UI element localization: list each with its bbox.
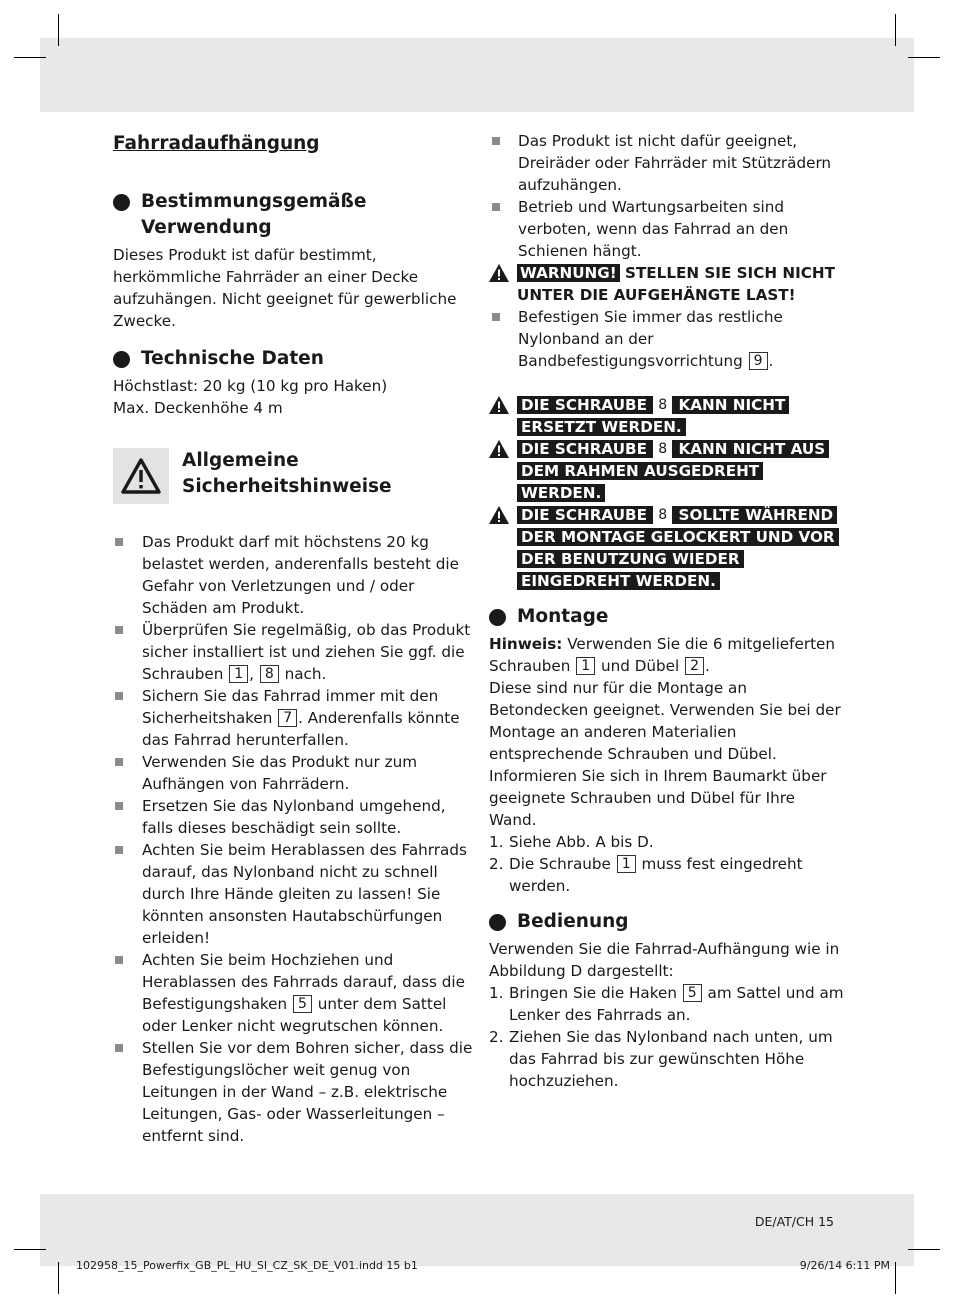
bedienung-text: Verwenden Sie die Fahrrad-Aufhängung wie in Abbildung D dargestellt: — [489, 940, 840, 980]
section-dot-icon — [113, 194, 130, 211]
section-heading-technische-daten: Technische Daten — [113, 346, 473, 372]
part-number: 8 — [653, 506, 672, 524]
header-band — [40, 38, 914, 112]
list-item: Ersetzen Sie das Nylonband umgehend, falls dieses beschädigt sein sollte. — [113, 795, 473, 839]
bedienung-steps — [489, 982, 845, 1092]
safety-list-continued-2 — [489, 306, 845, 372]
tech-line-load: Höchstlast: 20 kg (10 kg pro Haken) — [113, 377, 388, 395]
page-number: DE/AT/CH 15 — [754, 1214, 834, 1229]
bullet-square-icon — [115, 692, 123, 700]
list-item: Überprüfen Sie regelmäßig, ob das Produkt sicher installiert ist und ziehen Sie ggf. die Schrauben 1 , 8 nach. — [113, 619, 473, 685]
part-number: 1 — [576, 657, 595, 675]
part-number: 2 — [685, 657, 704, 675]
section-dot-icon — [489, 609, 506, 626]
list-item: Befestigen Sie immer das restliche Nylonband an der Bandbefestigungsvorrichtung 9 . — [489, 306, 845, 372]
part-number: 5 — [293, 995, 312, 1013]
bullet-square-icon — [115, 626, 123, 634]
montage-steps — [489, 831, 845, 897]
warning-line: DIE SCHRAUBE 8 KANN NICHT ERSETZT WERDEN. — [489, 394, 845, 438]
hinweis-text: Hinweis: Verwenden Sie die 6 mitgelieferten Schrauben 1 und Dübel 2 . — [489, 635, 835, 675]
section-dot-icon — [113, 351, 130, 368]
section-dot-icon — [489, 914, 506, 931]
crop-mark — [58, 1262, 59, 1294]
warning-line: DIE SCHRAUBE 8 SOLLTE WÄHREND DER MONTAGE GELOCKERT UND VOR DER BENUTZUNG WIEDER EINGEDREHT WERDEN. — [489, 504, 845, 592]
crop-mark — [895, 1262, 896, 1294]
part-number: 8 — [653, 440, 672, 458]
bullet-square-icon — [492, 313, 500, 321]
crop-mark — [58, 14, 59, 46]
bullet-square-icon — [115, 1044, 123, 1052]
part-number: 7 — [278, 709, 297, 727]
warning-line: DIE SCHRAUBE 8 KANN NICHT AUS DEM RAHMEN AUSGEDREHT WERDEN. — [489, 438, 845, 504]
warning-triangle-icon — [489, 396, 509, 414]
section-heading-bestimmung: Bestimmungsgemäße Verwendung — [113, 189, 473, 241]
warning-box — [113, 448, 169, 504]
list-item: Das Produkt ist nicht dafür geeignet, Dreiräder oder Fahrräder mit Stützrädern aufzuhängen. — [489, 130, 845, 196]
part-number: 9 — [749, 352, 768, 370]
bullet-square-icon — [115, 846, 123, 854]
list-item: Achten Sie beim Hochziehen und Herablassen des Fahrrads darauf, dass die Befestigungshaken 5 unter dem Sattel oder Lenker nicht wegrutschen können. — [113, 949, 473, 1037]
crop-mark — [895, 14, 896, 46]
crop-mark — [908, 1249, 940, 1250]
part-number: 1 — [229, 665, 248, 683]
list-item: 1. Bringen Sie die Haken 5 am Sattel und am Lenker des Fahrrads an. — [489, 984, 844, 1024]
list-item: 2. Ziehen Sie das Nylonband nach unten, um das Fahrrad bis zur gewünschten Höhe hochzuziehen. — [489, 1028, 833, 1090]
section-heading-sicherheit: Allgemeine Sicherheitshinweise — [113, 448, 473, 504]
bullet-square-icon — [492, 137, 500, 145]
part-number: 5 — [683, 984, 702, 1002]
left-column — [113, 130, 473, 1147]
warning-line: WARNUNG! STELLEN SIE SICH NICHT UNTER DIE AUFGEHÄNGTE LAST! — [489, 262, 845, 306]
list-item: Betrieb und Wartungsarbeiten sind verboten, wenn das Fahrrad an den Schienen hängt. — [489, 196, 845, 262]
crop-mark — [14, 57, 46, 58]
list-item: 1. Siehe Abb. A bis D. — [489, 833, 654, 851]
tech-line-height: Max. Deckenhöhe 4 m — [113, 399, 283, 417]
section-heading-montage: Montage — [489, 604, 845, 630]
warning-triangle-icon — [121, 458, 161, 494]
list-item: Stellen Sie vor dem Bohren sicher, dass die Befestigungslöcher weit genug von Leitungen in der Wand – z.B. elektrische Leitungen, Gas- oder Wasserleitungen – entfernt sind. — [113, 1037, 473, 1147]
safety-list — [113, 531, 473, 1147]
warning-label: WARNUNG! — [517, 264, 620, 282]
page-title: Fahrradaufhängung — [113, 133, 320, 154]
crop-mark — [908, 57, 940, 58]
list-item: Achten Sie beim Herablassen des Fahrrads darauf, das Nylonband nicht zu schnell durch Ihre Hände gleiten zu lassen! Sie könnten ansonsten Hautabschürfungen erleiden! — [113, 839, 473, 949]
print-date: 9/26/14 6:11 PM — [799, 1259, 890, 1272]
bullet-square-icon — [115, 956, 123, 964]
footer-band — [40, 1194, 914, 1266]
list-item: Verwenden Sie das Produkt nur zum Aufhängen von Fahrrädern. — [113, 751, 473, 795]
right-column — [489, 130, 845, 1092]
list-item: Das Produkt darf mit höchstens 20 kg belastet werden, anderenfalls besteht die Gefahr von Verletzungen und / oder Schäden am Produkt. — [113, 531, 473, 619]
bullet-square-icon — [115, 802, 123, 810]
safety-list-continued — [489, 130, 845, 262]
list-item: Sichern Sie das Fahrrad immer mit den Sicherheitshaken 7 . Anderenfalls könnte das Fahrrad herunterfallen. — [113, 685, 473, 751]
section-heading-bedienung: Bedienung — [489, 909, 845, 935]
part-number: 8 — [653, 396, 672, 414]
warning-triangle-icon — [489, 506, 509, 524]
bullet-square-icon — [115, 538, 123, 546]
part-number: 1 — [617, 855, 636, 873]
warning-triangle-icon — [489, 264, 509, 282]
bullet-square-icon — [492, 203, 500, 211]
montage-text: Diese sind nur für die Montage an Betondecken geeignet. Verwenden Sie bei der Montage an anderen Materialien entsprechende Schrauben und Dübel. Informieren Sie sich in Ihrem Baumarkt über geeignete Schrauben und Dübel für Ihre Wand. — [489, 679, 841, 829]
part-number: 8 — [260, 665, 279, 683]
file-info: 102958_15_Powerfix_GB_PL_HU_SI_CZ_SK_DE_V01.indd 15 b1 — [76, 1259, 418, 1272]
bestimmung-text: Dieses Produkt ist dafür bestimmt, herkömmliche Fahrräder an einer Decke aufzuhängen. Nicht geeignet für gewerbliche Zwecke. — [113, 246, 457, 330]
warning-triangle-icon — [489, 440, 509, 458]
crop-mark — [14, 1249, 46, 1250]
bullet-square-icon — [115, 758, 123, 766]
list-item: 2. Die Schraube 1 muss fest eingedreht werden. — [489, 855, 803, 895]
